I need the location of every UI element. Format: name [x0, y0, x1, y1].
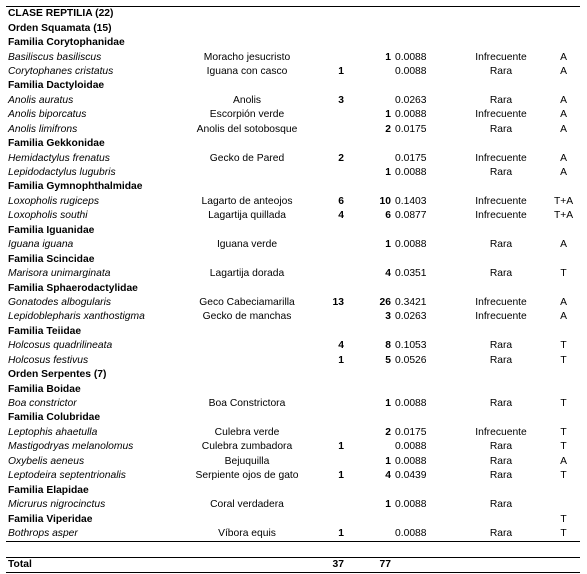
scientific-name: Basiliscus basiliscus: [8, 51, 102, 63]
status: Rara: [489, 455, 513, 467]
count-1: 4: [338, 210, 344, 222]
family-label: Familia Elapidae: [8, 484, 89, 496]
status: Infrecuente: [475, 195, 527, 207]
species-row: [6, 65, 580, 79]
common-name: Gecko de manchas: [202, 311, 292, 323]
count-1: 2: [338, 152, 344, 164]
common-name: Iguana con casco: [206, 65, 288, 77]
relative-abundance: 0.3421: [395, 296, 427, 308]
habit-cell: [547, 411, 580, 425]
habit: T: [560, 426, 567, 438]
count-1: [315, 238, 346, 252]
total-empty-2: [455, 557, 547, 572]
relative-abundance: 0.0088: [395, 51, 427, 63]
family-label: Familia Sphaerodactylidae: [8, 282, 138, 294]
status: Infrecuente: [475, 311, 527, 323]
habit-cell: T: [560, 513, 567, 525]
scientific-name: Anolis biporcatus: [8, 109, 87, 121]
count-2: 26: [379, 296, 391, 308]
total-count-1: 37: [315, 557, 346, 572]
habit: T: [560, 470, 567, 482]
species-row: [6, 354, 580, 368]
species-row: [6, 397, 580, 411]
count-2: 1: [385, 455, 391, 467]
count-1: 1: [315, 527, 346, 542]
family-row: [6, 411, 580, 425]
family-row: [6, 137, 580, 151]
family-row: [6, 79, 580, 93]
count-2: 4: [385, 268, 391, 280]
species-row: [6, 469, 580, 483]
scientific-name: Holcosus festivus: [8, 354, 89, 366]
common-name: [179, 354, 315, 368]
count-1: 1: [338, 354, 344, 366]
family-label: Familia Gymnophthalmidae: [8, 181, 143, 193]
family-label: Familia Corytophanidae: [8, 37, 125, 49]
habit-cell: [547, 252, 580, 266]
habit: A: [560, 239, 567, 251]
relative-abundance: 0.1403: [395, 195, 427, 207]
habit: T: [560, 398, 567, 410]
scientific-name: Anolis auratus: [8, 94, 74, 106]
count-2: 1: [385, 109, 391, 121]
relative-abundance: 0.0351: [395, 268, 427, 280]
count-2: 1: [385, 398, 391, 410]
relative-abundance: 0.0175: [395, 152, 427, 164]
count-2: 10: [379, 195, 391, 207]
common-name: Culebra verde: [214, 426, 280, 438]
scientific-name: Lepidoblepharis xanthostigma: [8, 311, 145, 323]
class-title-row: [6, 7, 580, 22]
common-name: Moracho jesucristo: [203, 51, 291, 63]
family-row: [6, 483, 580, 497]
habit: A: [560, 311, 567, 323]
common-name: Coral verdadera: [210, 499, 284, 511]
relative-abundance: 0.0175: [395, 123, 427, 135]
habit: T+A: [553, 195, 574, 207]
common-name: Boa Constrictora: [208, 398, 286, 410]
common-name: Gecko de Pared: [209, 152, 285, 164]
habit: A: [560, 152, 567, 164]
count-2: 1: [385, 239, 391, 251]
family-row: [6, 325, 580, 339]
relative-abundance: 0.0088: [395, 398, 427, 410]
status: Rara: [489, 340, 513, 352]
count-2: 5: [385, 354, 391, 366]
habit: A: [560, 296, 567, 308]
count-2: [346, 65, 393, 79]
common-name: Iguana verde: [216, 239, 278, 251]
scientific-name: Anolis limifrons: [8, 123, 78, 135]
relative-abundance: 0.0088: [395, 239, 427, 251]
family-label: Familia Colubridae: [8, 412, 101, 424]
total-empty-1: [393, 557, 455, 572]
count-1: 6: [338, 195, 344, 207]
count-2: 8: [385, 340, 391, 352]
family-label: Familia Boidae: [8, 383, 81, 395]
scientific-name: Leptophis ahaetulla: [8, 426, 98, 438]
total-label: Total: [6, 557, 315, 572]
status: Infrecuente: [475, 296, 527, 308]
species-row: [6, 151, 580, 165]
scientific-name: Bothrops asper: [6, 527, 179, 542]
habit: A: [560, 65, 567, 77]
scientific-name: Holcosus quadrilineata: [8, 340, 113, 352]
status: Infrecuente: [475, 109, 527, 121]
habit: T: [560, 441, 567, 453]
scientific-name: Iguana iguana: [8, 239, 74, 251]
habit-cell: [547, 79, 580, 93]
status: Infrecuente: [475, 210, 527, 222]
count-1: 1: [338, 65, 344, 77]
habit: [547, 498, 580, 512]
status: Infrecuente: [475, 426, 527, 438]
order-label: Orden Squamata (15): [8, 22, 112, 34]
relative-abundance: 0.0877: [395, 210, 427, 222]
species-row: [6, 238, 580, 252]
count-1: 1: [338, 441, 344, 453]
scientific-name: Loxopholis rugiceps: [8, 195, 100, 207]
total-count-2: 77: [346, 557, 393, 572]
species-row: [6, 455, 580, 469]
relative-abundance: 0.0088: [395, 499, 427, 511]
common-name: Geco Cabeciamarilla: [199, 296, 295, 308]
relative-abundance: 0.0439: [395, 470, 427, 482]
relative-abundance: 0.0088: [395, 167, 427, 179]
relative-abundance: 0.0526: [395, 354, 427, 366]
habit-cell: [547, 180, 580, 194]
total-empty-3: [547, 557, 580, 572]
common-name: Escorpión verde: [209, 109, 285, 121]
family-row: [6, 224, 580, 238]
count-1: [315, 397, 346, 411]
status: Infrecuente: [475, 51, 527, 63]
count-2: 3: [385, 311, 391, 323]
family-row: [6, 281, 580, 295]
habit: A: [560, 167, 567, 179]
common-name: Víbora equis: [179, 527, 315, 542]
count-2: [346, 440, 393, 454]
scientific-name: Gonatodes albogularis: [8, 296, 112, 308]
status: Rara: [455, 527, 547, 542]
species-row: [6, 296, 580, 310]
habit: A: [560, 51, 567, 63]
status: Rara: [489, 65, 513, 77]
count-2: 6: [385, 210, 391, 222]
species-row: [6, 123, 580, 137]
count-1: [315, 108, 346, 122]
order-row: [6, 21, 580, 35]
status: Rara: [489, 441, 513, 453]
count-2: [346, 151, 393, 165]
table-body: [6, 7, 580, 573]
count-2: 2: [385, 123, 391, 135]
scientific-name: Mastigodryas melanolomus: [8, 441, 134, 453]
family-row: [6, 36, 580, 50]
count-1: [315, 426, 346, 440]
common-name: Lagartija dorada: [209, 268, 285, 280]
count-1: 3: [338, 94, 344, 106]
species-row: [6, 166, 580, 180]
spacer-row: [6, 542, 580, 557]
family-label: Familia Teiidae: [8, 325, 82, 337]
relative-abundance: 0.0088: [395, 455, 427, 467]
common-name: Anolis: [232, 94, 262, 106]
status: Rara: [489, 268, 513, 280]
count-2: 1: [385, 167, 391, 179]
family-row: [6, 252, 580, 266]
species-row: [6, 94, 580, 108]
count-1: [315, 123, 346, 137]
count-1: [315, 310, 346, 324]
count-2: [346, 527, 393, 542]
count-2: 1: [385, 499, 391, 511]
count-1: 1: [338, 470, 344, 482]
relative-abundance: 0.0088: [393, 527, 455, 542]
status: Rara: [489, 398, 513, 410]
habit: A: [560, 109, 567, 121]
spacer-cell: [6, 542, 580, 557]
status: Rara: [489, 123, 513, 135]
status: Rara: [489, 354, 513, 366]
order-row: [6, 368, 580, 382]
count-1: 4: [338, 340, 344, 352]
status: Rara: [489, 470, 513, 482]
common-name: [179, 339, 315, 353]
species-row: [6, 440, 580, 454]
count-1: [315, 50, 346, 64]
reptile-table: [6, 6, 580, 573]
habit: T: [560, 354, 567, 366]
relative-abundance: 0.0088: [395, 109, 427, 121]
status: Rara: [489, 167, 513, 179]
total-row: [6, 557, 580, 572]
scientific-name: Marisora unimarginata: [8, 268, 111, 280]
scientific-name: Leptodeira septentrionalis: [8, 470, 126, 482]
species-row: [6, 339, 580, 353]
common-name: Serpiente ojos de gato: [195, 470, 299, 482]
count-2: [346, 94, 393, 108]
common-name: Lagarto de anteojos: [201, 195, 293, 207]
species-row: [6, 498, 580, 512]
habit-cell: [547, 224, 580, 238]
species-row: [6, 209, 580, 223]
habit: A: [560, 123, 567, 135]
habit-cell: [547, 36, 580, 50]
habit: T: [547, 527, 580, 542]
status: Rara: [489, 239, 513, 251]
species-row: [6, 50, 580, 64]
common-name: Anolis del sotobosque: [196, 123, 298, 135]
relative-abundance: 0.1053: [395, 340, 427, 352]
scientific-name: Loxopholis southi: [8, 210, 88, 222]
habit: T+A: [553, 210, 574, 222]
species-row: [6, 267, 580, 281]
habit-cell: [547, 382, 580, 396]
common-name: Bejuquilla: [224, 455, 270, 467]
habit: T: [560, 268, 567, 280]
count-2: 4: [385, 470, 391, 482]
habit-cell: [547, 325, 580, 339]
scientific-name: Oxybelis aeneus: [8, 455, 85, 467]
count-1: 13: [332, 296, 344, 308]
relative-abundance: 0.0263: [395, 94, 427, 106]
count-1: [315, 455, 346, 469]
count-1: [315, 498, 346, 512]
relative-abundance: 0.0088: [395, 65, 427, 77]
habit-cell: [547, 281, 580, 295]
species-row: [6, 527, 580, 542]
family-label: Familia Iguanidae: [8, 224, 95, 236]
order-label: Orden Serpentes (7): [8, 369, 107, 381]
scientific-name: Micrurus nigrocinctus: [8, 499, 106, 511]
scientific-name: Hemidactylus frenatus: [8, 152, 110, 164]
scientific-name: Lepidodactylus lugubris: [8, 167, 116, 179]
count-2: 1: [385, 51, 391, 63]
common-name: Culebra zumbadora: [201, 441, 293, 453]
class-title: CLASE REPTILIA (22): [6, 7, 580, 22]
relative-abundance: 0.0088: [395, 441, 427, 453]
habit: A: [560, 455, 567, 467]
family-label: Familia Viperidae: [8, 513, 93, 525]
species-row: [6, 195, 580, 209]
species-row: [6, 426, 580, 440]
habit-cell: [547, 137, 580, 151]
habit-cell: [547, 483, 580, 497]
family-row: [6, 180, 580, 194]
status: Infrecuente: [475, 152, 527, 164]
habit: A: [560, 94, 567, 106]
common-name: Lagartija quillada: [208, 210, 286, 222]
family-row: [6, 512, 580, 526]
relative-abundance: 0.0175: [395, 426, 427, 438]
species-row: [6, 310, 580, 324]
family-label: Familia Scincidae: [8, 253, 95, 265]
scientific-name: Corytophanes cristatus: [8, 65, 114, 77]
relative-abundance: 0.0263: [395, 311, 427, 323]
habit: T: [560, 340, 567, 352]
common-name: [179, 166, 315, 180]
family-label: Familia Gekkonidae: [8, 138, 105, 150]
scientific-name: Boa constrictor: [8, 398, 77, 410]
status: Rara: [489, 94, 513, 106]
count-2: 2: [385, 426, 391, 438]
count-1: [315, 267, 346, 281]
species-row: [6, 108, 580, 122]
family-row: [6, 382, 580, 396]
count-1: [315, 166, 346, 180]
family-label: Familia Dactyloidae: [8, 80, 105, 92]
status: Rara: [489, 499, 513, 511]
